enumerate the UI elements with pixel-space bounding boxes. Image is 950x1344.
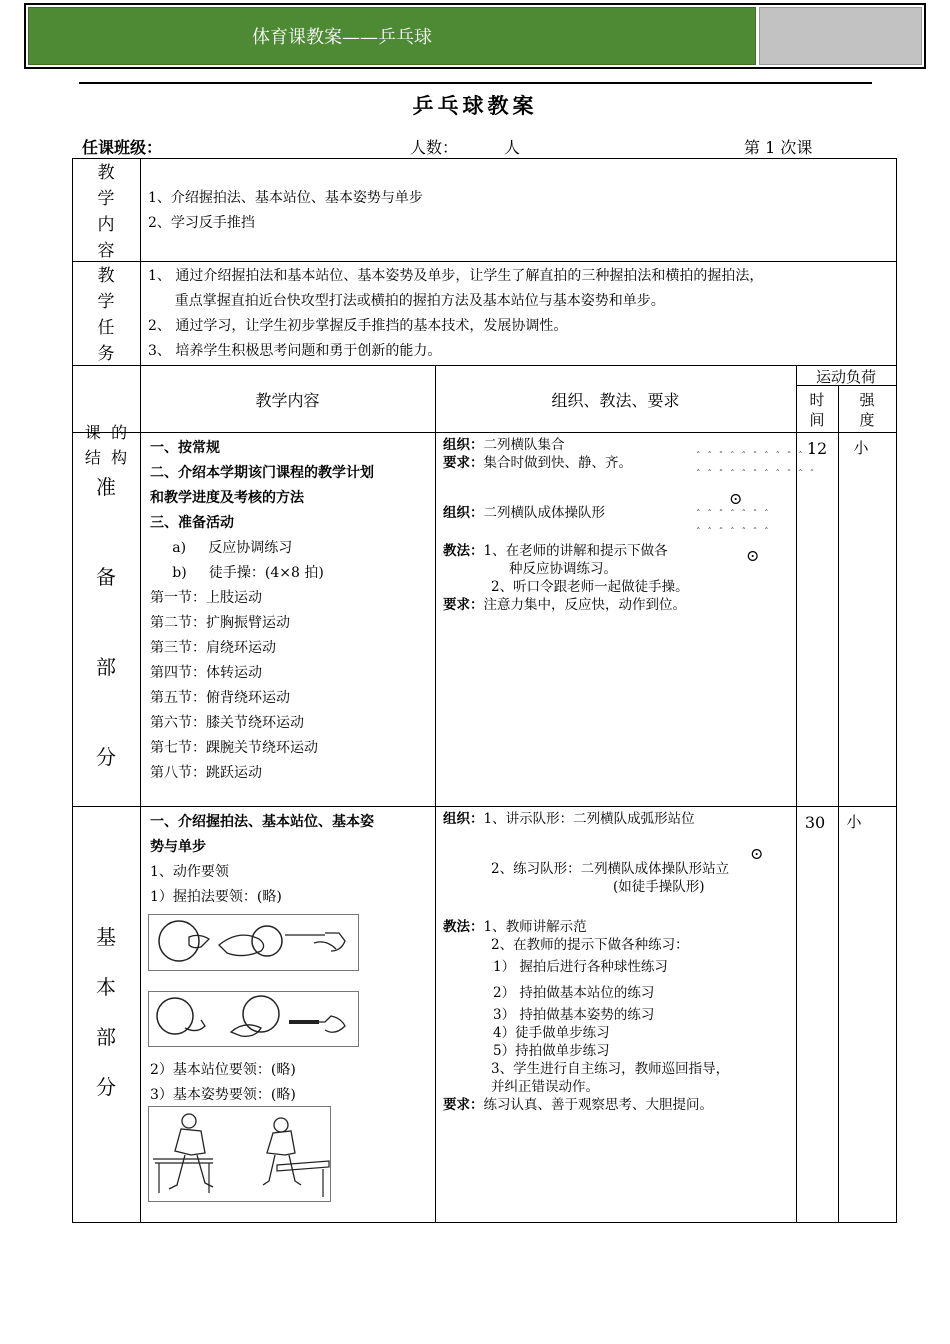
prep-content-line: 第七节：踝腕关节绕环运动 [150,740,318,756]
prep-content-line: 第六节：膝关节绕环运动 [150,715,304,731]
prep-content-line: 第八节：跳跃运动 [150,765,262,781]
prep-content-line: 二、介绍本学期该门课程的教学计划 [150,465,374,481]
prep-content-line: 三、准备活动 [150,515,234,531]
teaching-content-text: 1、介绍握拍法、基本站位、基本姿势与单步 2、学习反手推挡 [148,190,423,231]
formation-row-3: ˆ ˆ ˆ ˆ ˆ ˆ ˆ [696,510,771,520]
prep-content-line: 第一节：上肢运动 [150,590,262,606]
prep-content-line: a) 反应协调练习 [150,540,293,556]
prep-content-line: 第四节：体转运动 [150,665,262,681]
formation-row-4: ˆ ˆ ˆ ˆ ˆ ˆ ˆ [696,528,771,538]
intensity-header: 强 度 [859,391,875,429]
teaching-task-label: 教 学 任 务 [97,266,115,364]
banner-title: 体育课教案——乒乓球 [28,7,756,65]
prep-content-line: 第五节：俯背绕环运动 [150,690,290,706]
title-rule [79,82,872,84]
basic-content-heading: 一、介绍握拍法、基本站位、基本姿 势与单步 1、动作要领 1）握拍法要领：(略) [150,814,374,905]
header-banner [24,3,926,69]
time-header: 时 间 [809,391,825,429]
basic-content-more: 2）基本站位要领：(略) 3）基本姿势要领：(略) [150,1062,296,1103]
prep-org: 组织：二列横队集合 要求：集合时做到快、静、齐。 组织：二列横队成体操队形 教法：1、在老师的讲解和提示下做各 种反应协调练习。 2、听口令跟老师一起做徒手操。 要求：注意力集中，反应快，动作到位。 [443,437,689,613]
prep-intensity: 小 [853,439,869,457]
content-header: 教学内容 [255,391,320,410]
prep-time: 12 [806,439,828,458]
prep-content-line: b) 徒手操：(4×8 拍) [150,565,324,581]
basic-intensity: 小 [846,813,862,831]
basic-section-label: 基 本 部 分 [96,924,116,1099]
lesson-number: 第 1 次课 [744,138,813,157]
prep-content-line: 第三节：肩绕环运动 [150,640,276,656]
prep-content-line: 和教学进度及考核的方法 [150,490,304,506]
basic-time: 30 [804,813,826,832]
formation-row-1: ˆ ˆ ˆ ˆ ˆ ˆ ˆ ˆ ˆ ˆ ˆ [696,452,817,462]
prep-content-line: 第二节：扩胸振臂运动 [150,615,290,631]
load-header: 运动负荷 [815,368,876,386]
org-header: 组织、教法、要求 [551,391,680,410]
student-count: 人数： 人 [410,138,521,157]
prep-content-line: 一、按常规 [150,440,220,456]
teacher-marker-icon: ⊙ [750,844,764,863]
prep-section-label: 准 备 部 分 [96,474,116,769]
structure-header: 课 的 结 构 [84,423,128,467]
document-title: 乒乓球教案 [412,93,538,118]
prep-content [150,436,374,786]
basic-stance-figure [148,1106,331,1202]
class-label: 任课班级： [82,138,163,157]
formation-row-2: ˆ ˆ ˆ ˆ ˆ ˆ ˆ ˆ ˆ ˆ ˆ [696,470,817,480]
teaching-task-text: 1、 通过介绍握拍法和基本站位、基本姿势及单步，让学生了解直拍的三种握拍法和横拍的握拍法， 重点掌握直拍近台快攻型打法或横拍的握拍方法及基本站位与基本姿势和单步。 2、 通过学习，让学生初步掌握反手推挡的基本技术，发展协调性。 3、 培养学生积极思考问题和勇于创新的能力。 [148,268,764,359]
grip-method-figure-1 [148,914,359,971]
grip-method-figure-2 [148,991,359,1047]
banner-side-block [759,7,922,65]
basic-org: 组织：1、讲示队形：二列横队成弧形站位 2、练习队形：二列横队成体操队形站立 (如徒手操队形) 教法：1、教师讲解示范 2、在教师的提示下做各种练习： 1） 握拍后进行各种球性练习 2） 持拍做基本站位的练习 3） 持拍做基本姿势的练习 4）徒手做单步练习 5）持拍做单步练习 3、学生进行自主练习，教师巡回指导， 并纠正错误动作。 要求：练习认真、善于观察思考、大胆提问。 [443,811,730,1113]
teaching-content-label: 教 学 内 容 [97,163,115,261]
teacher-marker-icon: ⊙ [746,546,760,565]
teacher-marker-icon: ⊙ [729,489,743,508]
